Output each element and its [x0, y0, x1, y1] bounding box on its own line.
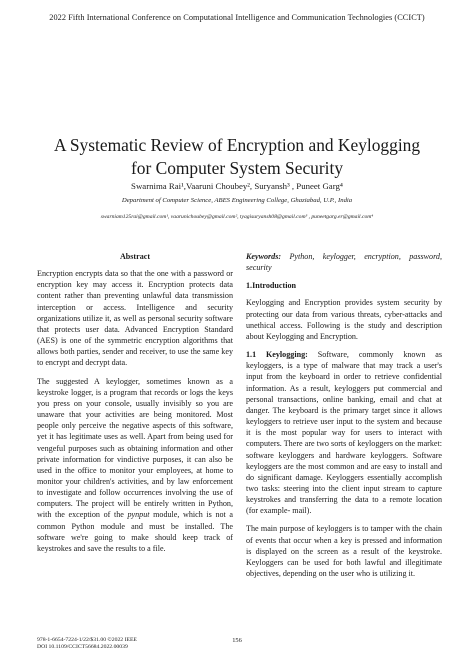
paper-title	[20, 134, 454, 180]
keylogging-subheading: 1.1 Keylogging:	[246, 350, 308, 360]
intro-paragraph-3: The main purpose of keyloggers is to tamper with the chain of events that occur when a key is pressed and information is displayed on the screen as a result of the keystroke. Keyloggers can be used for both lawful and illegitimate objectives, depending on the user who is utilizing it.	[246, 524, 442, 579]
abstract-p2-text-b: module, which is not a common Python module and must be installed. The software we're going to make should keep track of keystrokes and save the results to a file.	[37, 510, 233, 553]
abstract-paragraph-2	[37, 376, 233, 555]
keywords-label: Keywords:	[246, 252, 282, 261]
abstract-paragraph-1: Encryption encrypts data so that the one with a password or encryption key may access it. Encryption protects data content rather than preventing unlawful data transmission interception or access. Intelligence and security organizations utilize it, as well as personal security software that protects user data. Advanced Encryption Standard (AES) is one of the symmetric encryption algorithms that allows both parties, sender and receiver, to use the same key to encrypt and decrypt data.	[37, 269, 233, 368]
abstract-heading: Abstract	[119, 252, 151, 261]
introduction-heading: 1.Introduction	[246, 281, 296, 291]
intro-paragraph-1: Keylogging and Encryption provides system security by protecting our data from various threats, cyber-attacks and unethical access. Following is the study and description about Keylogging and Encryption.	[246, 298, 442, 341]
right-column	[246, 251, 442, 586]
isbn-line: 978-1-6654-7224-1/22/$31.00 ©2022 IEEE	[37, 637, 137, 643]
title-line-1: A Systematic Review of Encryption and Keylogging	[53, 135, 421, 155]
pynput-term: pynput	[127, 510, 150, 520]
keylogging-text: Software, commonly known as keyloggers, is a type of malware that may track a user's input from the keyboard in order to retrieve confidential information. As a result, keyloggers put commercial and personal transactions, online banking, email and chat at danger. The keyboard is the primary target since it allows keyloggers to retrieve user input to the system and because it is the most popular way for users to interact with computers. There are two sorts of keyloggers on the market: software keyloggers and hardware keyloggers. Software keyloggers are the most common and are easy to install and do significant damage. Keyloggers essentially accomplish two tasks: steering into the client input stream to capture keystrokes and transferring the data to a remote location (for example- mail).	[246, 350, 442, 516]
doi-line: DOI 10.1109/CCICT56684.2022.00039	[37, 644, 128, 650]
author-emails: swarniam125rai@gmail.com¹, vaarunichoubey@gmail.com², tyagisuryansh08@gmail.com³ , puneetgarg.er@gmail.com⁴	[100, 214, 374, 220]
keylogging-paragraph	[246, 349, 442, 516]
affiliation: Department of Computer Science, ABES Engineering College, Ghaziabad, U.P., India	[121, 197, 353, 204]
left-column	[37, 251, 233, 561]
conference-header: 2022 Fifth International Conference on Computational Intelligence and Communication Technologies (CCICT)	[49, 13, 425, 22]
abstract-p2-text-a: The suggested A keylogger, sometimes known as a keystroke logger, is a program that records or logs the keys you press on your console, usually invisibly so you are unaware that your activities are being monitored. Most people only perceive the negative aspects of this software, yet it has legitimate uses as well. Apart from being used for vengeful purposes such as obtaining information and other private information for vindictive purposes, it can also be used in the office to monitor your employees, at home to monitor your children's activities, and by law enforcement to investigate and follow occurrences involving the use of computers. The project will be entirely written in Python, with the exception of the	[37, 376, 233, 520]
title-line-2: for Computer System Security	[130, 158, 344, 178]
page-number: 156	[232, 637, 242, 644]
author-list: Swarnima Rai¹,Vaaruni Choubey², Suryansh³ , Puneet Garg⁴	[131, 181, 343, 191]
keywords	[246, 251, 442, 273]
keywords-text: Python, keylogger, encryption, password, security	[246, 252, 442, 273]
